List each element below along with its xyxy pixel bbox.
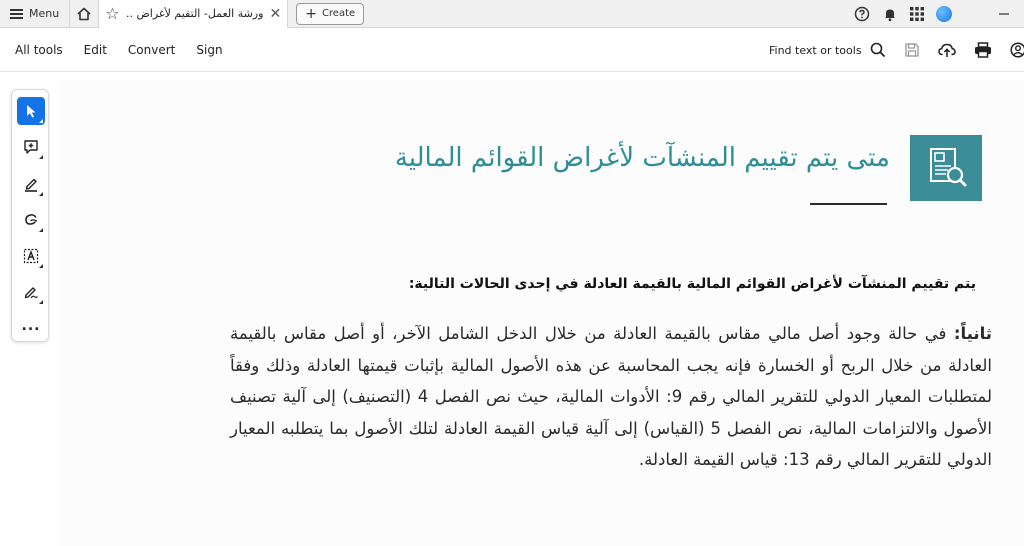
tab-title: ورشة العمل- التقيم لأغراض .. [125,7,264,20]
menu-label: Menu [29,7,60,20]
top-right-controls [854,0,1024,28]
plus-icon: + [305,5,317,22]
minimize-icon[interactable] [998,8,1010,20]
sign-button[interactable]: Sign [196,42,223,57]
edit-button[interactable]: Edit [83,42,107,57]
find-text-or-tools[interactable] [769,28,886,72]
help-icon[interactable] [854,6,870,22]
title-underline [810,203,887,205]
document-search-icon [910,135,982,201]
create-button[interactable] [296,3,364,25]
find-label: Find text or tools [769,43,862,57]
add-comment-icon [23,139,39,155]
user-avatar[interactable] [936,6,952,22]
section-subtitle: يتم تقييم المنشآت لأغراض القوائم المالية بالقيمة العادلة في إحدى الحالات التالية: [408,276,976,292]
paragraph-lead: ثانياً: [953,324,992,343]
hamburger-icon [10,9,23,19]
draw-freehand-icon [23,212,39,228]
body-paragraph [230,318,992,476]
apps-grid-icon[interactable] [910,7,924,21]
create-label: Create [321,8,356,19]
convert-button[interactable]: Convert [127,42,176,57]
upload-cloud-icon[interactable] [938,42,956,58]
print-icon[interactable] [974,42,992,58]
select-tool-button[interactable] [17,97,45,125]
slide-title: متى يتم تقييم المنشآت لأغراض القوائم المالية [394,143,890,173]
text-box-tool-button[interactable] [17,242,45,270]
paragraph-text: في حالة وجود أصل مالي مقاس بالقيمة العادلة من خلال الدخل الشامل الآخر، أو أصل مقاس بالقيمة العادلة من خلال الربح أو الخسارة فإنه يجب المحاسبة عن هذه الأصول المالية بإثبات قيمتها العادلة وذلك وفقاً لمتطلبات المعيار الدولي للتقرير المالي رقم 9: الأدوات المالية، حيث نص الفصل 4 (التصنيف) إلى آلية تصنيف الأصول والالتزامات المالية، نص الفصل 5 (القياس) إلى آلية قياس القيمة العادلة لتلك الأصول بما يتطلبه المعيار الدولي للتقرير المالي رقم 13: قياس القيمة العادلة. [230,324,992,469]
close-tab-icon[interactable]: ✕ [269,5,282,22]
add-comment-tool-button[interactable] [17,133,45,161]
main-toolbar [0,28,1024,72]
star-icon[interactable]: ☆ [105,4,120,23]
document-tab[interactable] [98,0,288,28]
quick-tools-rail [11,89,49,342]
menu-button[interactable] [0,0,69,28]
account-icon[interactable] [1010,42,1024,58]
tab-bar [0,0,1024,28]
home-button[interactable] [69,0,98,28]
text-box-icon [23,248,39,264]
highlight-tool-button[interactable] [17,170,45,198]
all-tools-button[interactable]: All tools [15,42,63,57]
toolbar-actions [904,28,1024,72]
fill-sign-tool-button[interactable] [17,278,45,306]
save-icon[interactable] [904,42,920,58]
highlight-pen-icon [23,176,39,192]
draw-tool-button[interactable] [17,206,45,234]
notifications-bell-icon[interactable] [882,6,898,22]
search-icon [870,42,886,58]
more-icon: ... [21,318,41,334]
fill-sign-icon [23,284,39,300]
home-icon [76,6,92,22]
select-cursor-icon [23,103,39,119]
more-tools-button[interactable] [17,312,45,340]
